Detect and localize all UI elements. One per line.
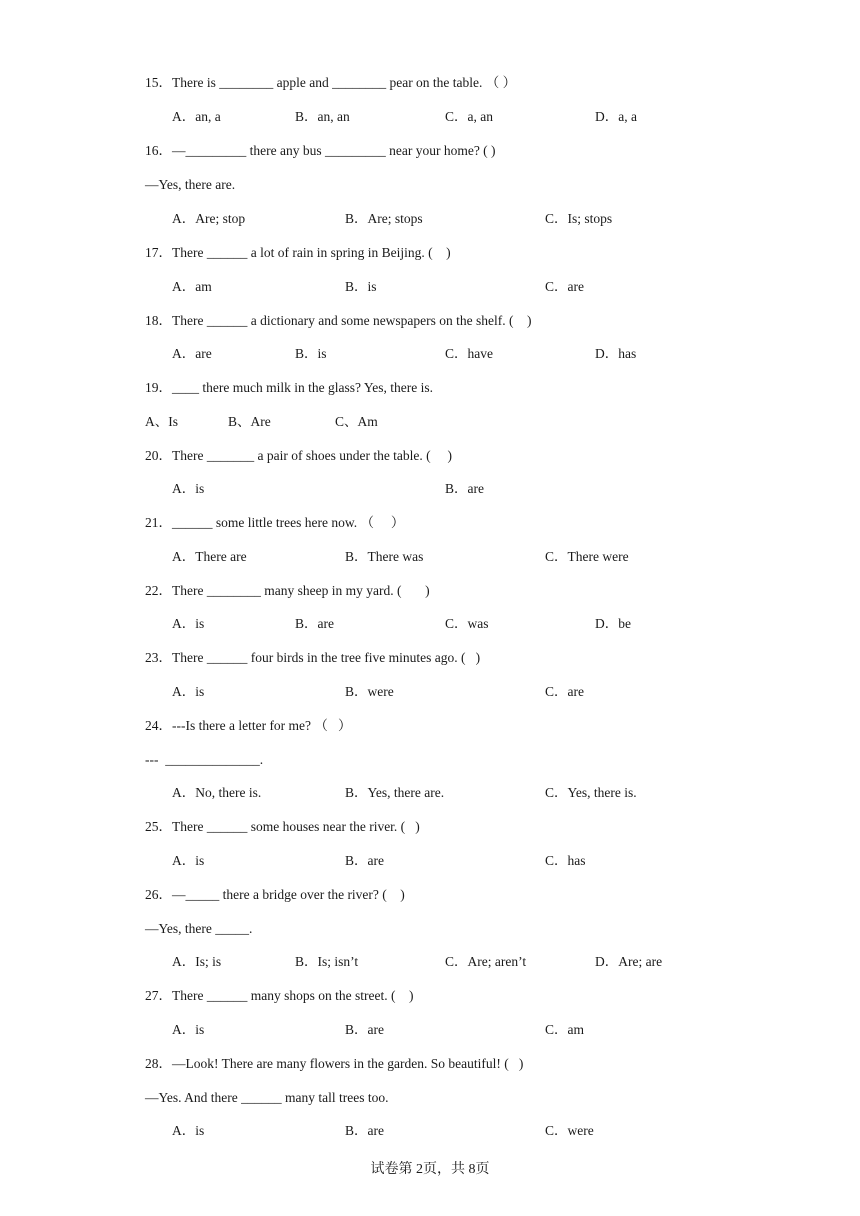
question-28-stem: 28．—Look! There are many flowers in the garden. So beautiful! ( ) [145,1056,524,1071]
option-c: C．was [445,616,489,631]
option-a: A．is [172,1022,205,1037]
question-22-options [0,615,860,633]
question-25-stem: 25．There ______ some houses near the river. ( ) [145,819,420,834]
question-18-stem: 18．There ______ a dictionary and some newspapers on the shelf. ( ) [145,313,532,328]
question-21-stem: 21．______ some little trees here now. （ ） [145,515,405,530]
question-26-stem: 26．—_____ there a bridge over the river? ( ) [145,887,405,902]
option-b: B．is [345,279,377,294]
option-c: C．are [545,279,584,294]
option-d: D．Are; are [595,954,663,969]
option-c: C．are [545,684,584,699]
option-c: C、Am [335,414,378,429]
option-c: C．has [545,853,586,868]
option-b: B．Are; stops [345,211,423,226]
option-b: B．an, an [295,109,350,124]
option-a: A．Are; stop [172,211,246,226]
question-19-options [0,413,860,431]
question-23-stem: 23．There ______ four birds in the tree five minutes ago. ( ) [145,650,481,665]
option-b: B．were [345,684,394,699]
question-24-stem: 24．---Is there a letter for me? （ ） [145,718,352,733]
question-24-options [0,784,860,802]
option-a: A．is [172,481,205,496]
option-a: A．There are [172,549,247,564]
question-15-stem: 15．There is ________ apple and ________ pear on the table. （ ） [145,75,517,90]
question-16-reply: —Yes, there are. [145,177,236,192]
option-c: C．Yes, there is. [545,785,637,800]
option-a: A．is [172,616,205,631]
option-a: A．are [172,346,212,361]
question-19-stem: 19．____ there much milk in the glass? Yes, there is. [145,380,433,395]
question-28-reply: —Yes. And there ______ many tall trees too. [145,1090,389,1105]
option-b: B、Are [228,414,271,429]
option-a: A．Is; is [172,954,222,969]
option-a: A．is [172,1123,205,1138]
option-a: A．is [172,684,205,699]
option-c: C．have [445,346,493,361]
question-27-stem: 27．There ______ many shops on the street. ( ) [145,988,414,1003]
option-b: B．are [345,1123,384,1138]
question-20-options [0,480,860,498]
option-c: C．Are; aren’t [445,954,527,969]
option-a: A．an, a [172,109,221,124]
page-footer: 试卷第 2页，共 8页 [370,1162,490,1177]
option-b: B．are [445,481,484,496]
question-27-options [0,1021,860,1039]
option-a: A．No, there is. [172,785,262,800]
option-b: B．Is; isn’t [295,954,359,969]
option-b: B．are [345,853,384,868]
option-b: B．There was [345,549,424,564]
option-b: B．are [295,616,334,631]
question-17-options [0,278,860,296]
question-24-reply: --- ______________. [145,752,264,767]
option-b: B．are [345,1022,384,1037]
option-d: D．a, a [595,109,637,124]
question-18-options [0,345,860,363]
question-25-options [0,852,860,870]
question-16-options [0,210,860,228]
option-a: A．am [172,279,212,294]
option-c: C．were [545,1123,594,1138]
question-26-reply: —Yes, there _____. [145,921,253,936]
option-c: C．am [545,1022,584,1037]
question-22-stem: 22．There ________ many sheep in my yard. ( ) [145,583,430,598]
question-26-options [0,953,860,971]
question-21-options [0,548,860,566]
option-d: D．has [595,346,637,361]
option-c: C．There were [545,549,629,564]
question-17-stem: 17．There ______ a lot of rain in spring in Beijing. ( ) [145,245,451,260]
option-a: A、Is [145,414,178,429]
question-15-options [0,108,860,126]
option-a: A．is [172,853,205,868]
question-23-options [0,683,860,701]
question-16-stem: 16．—_________ there any bus _________ near your home? ( ) [145,143,496,158]
question-28-options [0,1122,860,1140]
option-b: B．is [295,346,327,361]
question-20-stem: 20．There _______ a pair of shoes under the table. ( ) [145,448,453,463]
option-d: D．be [595,616,631,631]
option-b: B．Yes, there are. [345,785,445,800]
option-c: C．Is; stops [545,211,613,226]
option-c: C．a, an [445,109,493,124]
